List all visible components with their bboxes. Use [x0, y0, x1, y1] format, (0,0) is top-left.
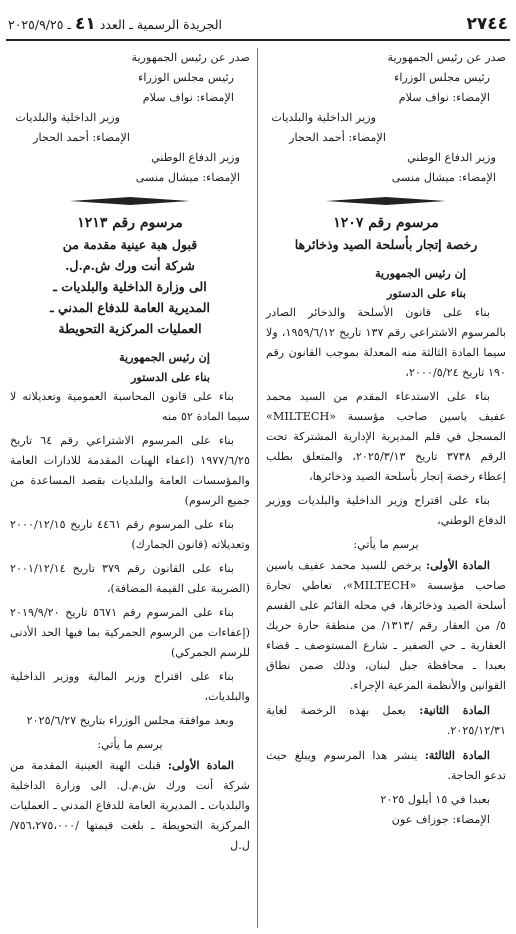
sig-interior-name: الإمضاء: أحمد الحجار: [289, 131, 386, 144]
sig-defense-title: وزير الدفاع الوطني: [407, 151, 496, 164]
sig-defense-name: الإمضاء: ميشال منسى: [135, 171, 240, 184]
article-2: [266, 700, 506, 741]
decree-subject: المديرية العامة للدفاع المدني ـ: [50, 300, 210, 315]
issue-date: ـ ٢٠٢٥/٩/٢٥: [8, 17, 72, 32]
decrees-line: يرسم ما يأتي:: [97, 738, 163, 751]
preamble-paragraph: بناء على المرسوم رقم ٤٤٦١ تاريخ ٢٠٠٠/١٢/١٥ وتعديلاته (قانون الجمارك): [10, 518, 250, 551]
sig-pm-name: الإمضاء: نواف سلام: [398, 91, 490, 104]
article-text: قبلت الهبة العينية المقدمة من شركة أنت ورك ش.م.ل. الى وزارة الداخلية والبلديات ـ المديرية العامة للدفاع المدني ـ العمليات المركزية التحويطة ـ بلغت قيمتها /٧٥٦،٢٧٥،٠٠٠/ ل.ل: [10, 759, 250, 852]
preamble-paragraph: بناء على اقتراح وزير المالية ووزير الداخلية والبلديات،: [10, 670, 250, 703]
preamble-paragraph: بناء على القانون رقم ٣٧٩ تاريخ ٢٠٠١/١٢/١٤ (الضريبة على القيمة المضافة)،: [10, 562, 250, 595]
decree-subject: رخصة إتجار بأسلحة الصيد وذخائرها: [294, 237, 478, 252]
preamble-paragraph: وبعد موافقة مجلس الوزراء بتاريخ ٢٠٢٥/٦/٢٧: [26, 714, 234, 727]
sig-pm-title: رئيس مجلس الوزراء: [138, 71, 234, 84]
decree-subject: شركة أنت ورك ش.م.ل.: [65, 258, 195, 273]
decree-subject: الى وزارة الداخلية والبلديات ـ: [53, 279, 207, 294]
preamble-paragraph: بناء على قانون المحاسبة العمومية وتعديلاته لا سيما المادة ٥٢ منه: [10, 390, 250, 423]
article-label: المادة الثالثة:: [424, 748, 490, 762]
sig-interior-title: وزير الداخلية والبلديات: [271, 111, 376, 124]
constitution-line: بناء على الدستور: [131, 370, 210, 384]
sig-issued-by: صدر عن رئيس الجمهورية: [131, 51, 250, 64]
page-header: [0, 0, 516, 40]
article-3: [266, 745, 506, 786]
signature-block: [10, 48, 250, 188]
sig-pm-name: الإمضاء: نواف سلام: [142, 91, 234, 104]
sig-pm-title: رئيس مجلس الوزراء: [394, 71, 490, 84]
decrees-line: يرسم ما يأتي:: [353, 538, 419, 551]
decree-title: مرسوم رقم ١٢٠٧: [333, 215, 439, 231]
preamble-paragraph: بناء على اقتراح وزير الداخلية والبلديات ووزير الدفاع الوطني،: [266, 494, 506, 527]
page-number: ٢٧٤٤: [466, 14, 508, 34]
sig-defense-name: الإمضاء: ميشال منسى: [391, 171, 496, 184]
preamble-paragraph: بناء على الاستدعاء المقدم من السيد محمد عفيف ياسين صاحب مؤسسة «MILTECH» المسجل في قلم المديرية الإدارية المشتركة تحت الرقم ٣٧٣٨ تاريخ ٢٠٢٥/٣/١٣، والمتعلق بطلب إعطاء رخصة إتجار بأسلحة الصيد وذخائرها،: [266, 390, 506, 483]
header-rule: [6, 39, 510, 41]
decree-date: بعبدا في ١٥ أيلول ٢٠٢٥: [380, 793, 490, 806]
article-text: يعمل بهذه الرخصة لغاية ٢٠٢٥/١٢/٣١.: [266, 704, 506, 737]
sig-interior-name: الإمضاء: أحمد الحجار: [33, 131, 130, 144]
article-1: [10, 755, 250, 856]
signature-block: [266, 48, 506, 188]
left-column: [10, 48, 250, 860]
constitution-line: بناء على الدستور: [387, 286, 466, 300]
decree-signature: الإمضاء: جوزاف عون: [391, 813, 490, 826]
preamble-paragraph: بناء على المرسوم رقم ٥٦٧١ تاريخ ٢٠١٩/٩/٢٠ (إعفاءات من الرسوم الجمركية بما فيها الحد الأدنى للرسم الجمركي): [10, 606, 250, 659]
section-divider: [70, 196, 190, 206]
issue-number: ٤١: [75, 14, 96, 34]
president-line: إن رئيس الجمهورية: [375, 266, 466, 280]
right-column: [266, 48, 506, 830]
gazette-name: الجريدة الرسمية ـ العدد: [99, 17, 223, 32]
article-text: يرخص للسيد محمد عفيف ياسين صاحب مؤسسة «MILTECH»، تعاطي تجارة أسلحة الصيد وذخائرها، في محله القائم على القسم ٥/ من العقار رقم /١٣١٣/ من منطقة حارة حريك العقارية ـ حي الصفير ـ شارع المستوصف ـ قضاء بعبدا ـ محافظة جبل لبنان، وذلك ضمن نطاق القوانين والأنظمة المرعية الإجراء.: [266, 559, 506, 692]
article-1: [266, 555, 506, 696]
sig-issued-by: صدر عن رئيس الجمهورية: [387, 51, 506, 64]
decree-subject: العمليات المركزية التحويطة: [58, 321, 202, 336]
section-divider: [326, 196, 446, 206]
article-label: المادة الثانية:: [419, 703, 490, 717]
preamble-paragraph: بناء على المرسوم الاشتراعي رقم ٦٤ تاريخ ١٩٧٧/٦/٢٥ (اعفاء الهبات المقدمة للادارات العامة والمؤسسات العامة والبلديات بقصد المساعدة من جميع الرسوم): [10, 434, 250, 507]
article-label: المادة الأولى:: [426, 558, 491, 572]
sig-defense-title: وزير الدفاع الوطني: [151, 151, 240, 164]
president-line: إن رئيس الجمهورية: [119, 350, 210, 364]
sig-interior-title: وزير الداخلية والبلديات: [15, 111, 120, 124]
preamble-paragraph: بناء على قانون الأسلحة والذخائر الصادر بالمرسوم الاشتراعي رقم ١٣٧ تاريخ ١٩٥٩/٦/١٢، ولا سيما المادة الثالثة منه المعدلة بموجب القانون رقم ١٩٠ تاريخ ٢٠٠٠/٥/٢٤،: [266, 306, 506, 379]
article-label: المادة الأولى:: [167, 758, 234, 772]
decree-subject: قبول هبة عينية مقدمة من: [62, 237, 198, 252]
column-divider: [257, 48, 258, 928]
gazette-title: [8, 14, 222, 34]
decree-title: مرسوم رقم ١٢١٣: [77, 215, 183, 231]
article-text: ينشر هذا المرسوم ويبلغ حيث تدعو الحاجة.: [266, 749, 506, 782]
